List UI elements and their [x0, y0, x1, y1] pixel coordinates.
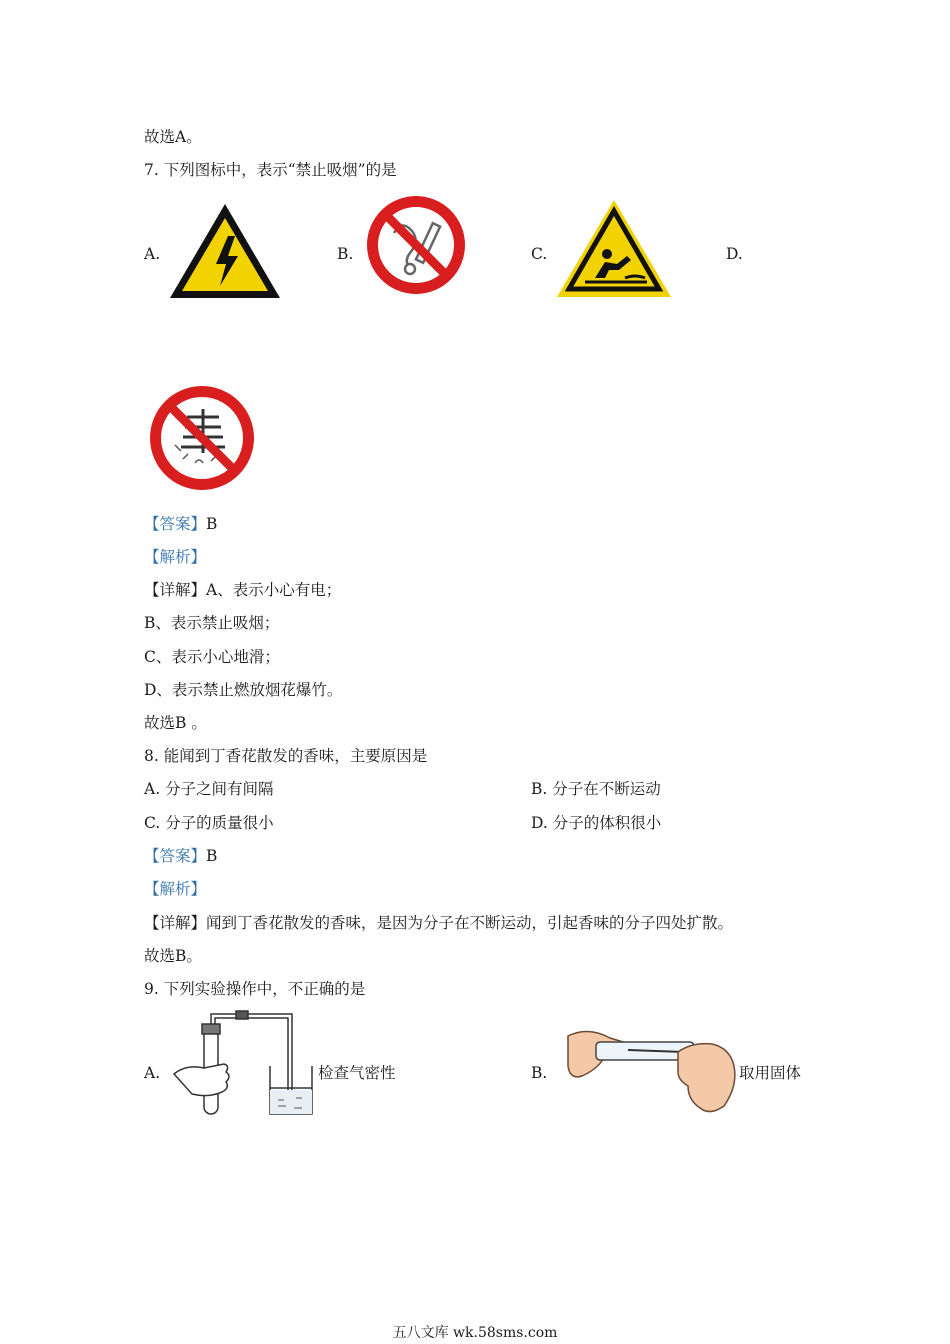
- q6-conclusion: 故选A。: [144, 128, 202, 146]
- q7-detail-line-2: B、表示禁止吸烟；: [144, 614, 280, 632]
- detail-tag: 【详解】: [144, 914, 207, 932]
- q7-label-b: B.: [337, 245, 354, 263]
- no-smoking-icon: [364, 193, 468, 297]
- q7-answer: [144, 514, 217, 534]
- answer-value: B: [206, 515, 218, 533]
- detail-text: 闻到丁香花散发的香味，是因为分子在不断运动，引起香味的分子四处扩散。: [206, 914, 734, 932]
- q8-option-c: C. 分子的质量很小: [144, 814, 274, 832]
- q7-detail-line-3: C、表示小心地滑；: [144, 648, 280, 666]
- detail-text: A、表示小心有电；: [206, 581, 342, 599]
- q8-answer: [144, 846, 217, 866]
- q8-stem: 8. 能闻到丁香花散发的香味，主要原因是: [144, 747, 428, 765]
- q9-option-b-caption: 取用固体: [739, 1064, 802, 1082]
- footer-watermark: 五八文库 wk.58sms.com: [392, 1325, 558, 1341]
- q7-label-c: C.: [531, 245, 548, 263]
- airtightness-check-illustration: [170, 1010, 320, 1120]
- q7-stem: 7. 下列图标中，表示“禁止吸烟”的是: [144, 161, 397, 179]
- answer-tag: 【答案】: [144, 515, 207, 533]
- q9-stem: 9. 下列实验操作中，不正确的是: [144, 980, 366, 998]
- q9-label-a: A.: [144, 1064, 161, 1082]
- take-solid-illustration: [566, 1028, 736, 1112]
- q9-label-b: B.: [531, 1064, 548, 1082]
- q7-detail-line-4: D、表示禁止燃放烟花爆竹。: [144, 681, 343, 699]
- q7-analysis-tag: 【解析】: [144, 548, 207, 566]
- q7-conclusion: 故选B 。: [144, 714, 207, 732]
- q8-option-a: A. 分子之间有间隔: [144, 780, 274, 798]
- q8-option-d: D. 分子的体积很小: [531, 814, 662, 832]
- q8-conclusion: 故选B。: [144, 947, 202, 965]
- q7-label-d: D.: [726, 245, 743, 263]
- q9-option-a-caption: 检查气密性: [318, 1064, 396, 1082]
- slippery-floor-icon: [555, 198, 673, 299]
- answer-tag: 【答案】: [144, 847, 207, 865]
- electric-hazard-icon: [168, 202, 282, 300]
- detail-tag: 【详解】: [144, 581, 207, 599]
- q8-detail: [144, 913, 733, 933]
- q8-analysis-tag: 【解析】: [144, 880, 207, 898]
- q7-label-a: A.: [144, 245, 161, 263]
- no-fireworks-icon: [147, 383, 257, 493]
- answer-value: B: [206, 847, 218, 865]
- q7-detail-line-1: [144, 580, 341, 600]
- q8-option-b: B. 分子在不断运动: [531, 780, 661, 798]
